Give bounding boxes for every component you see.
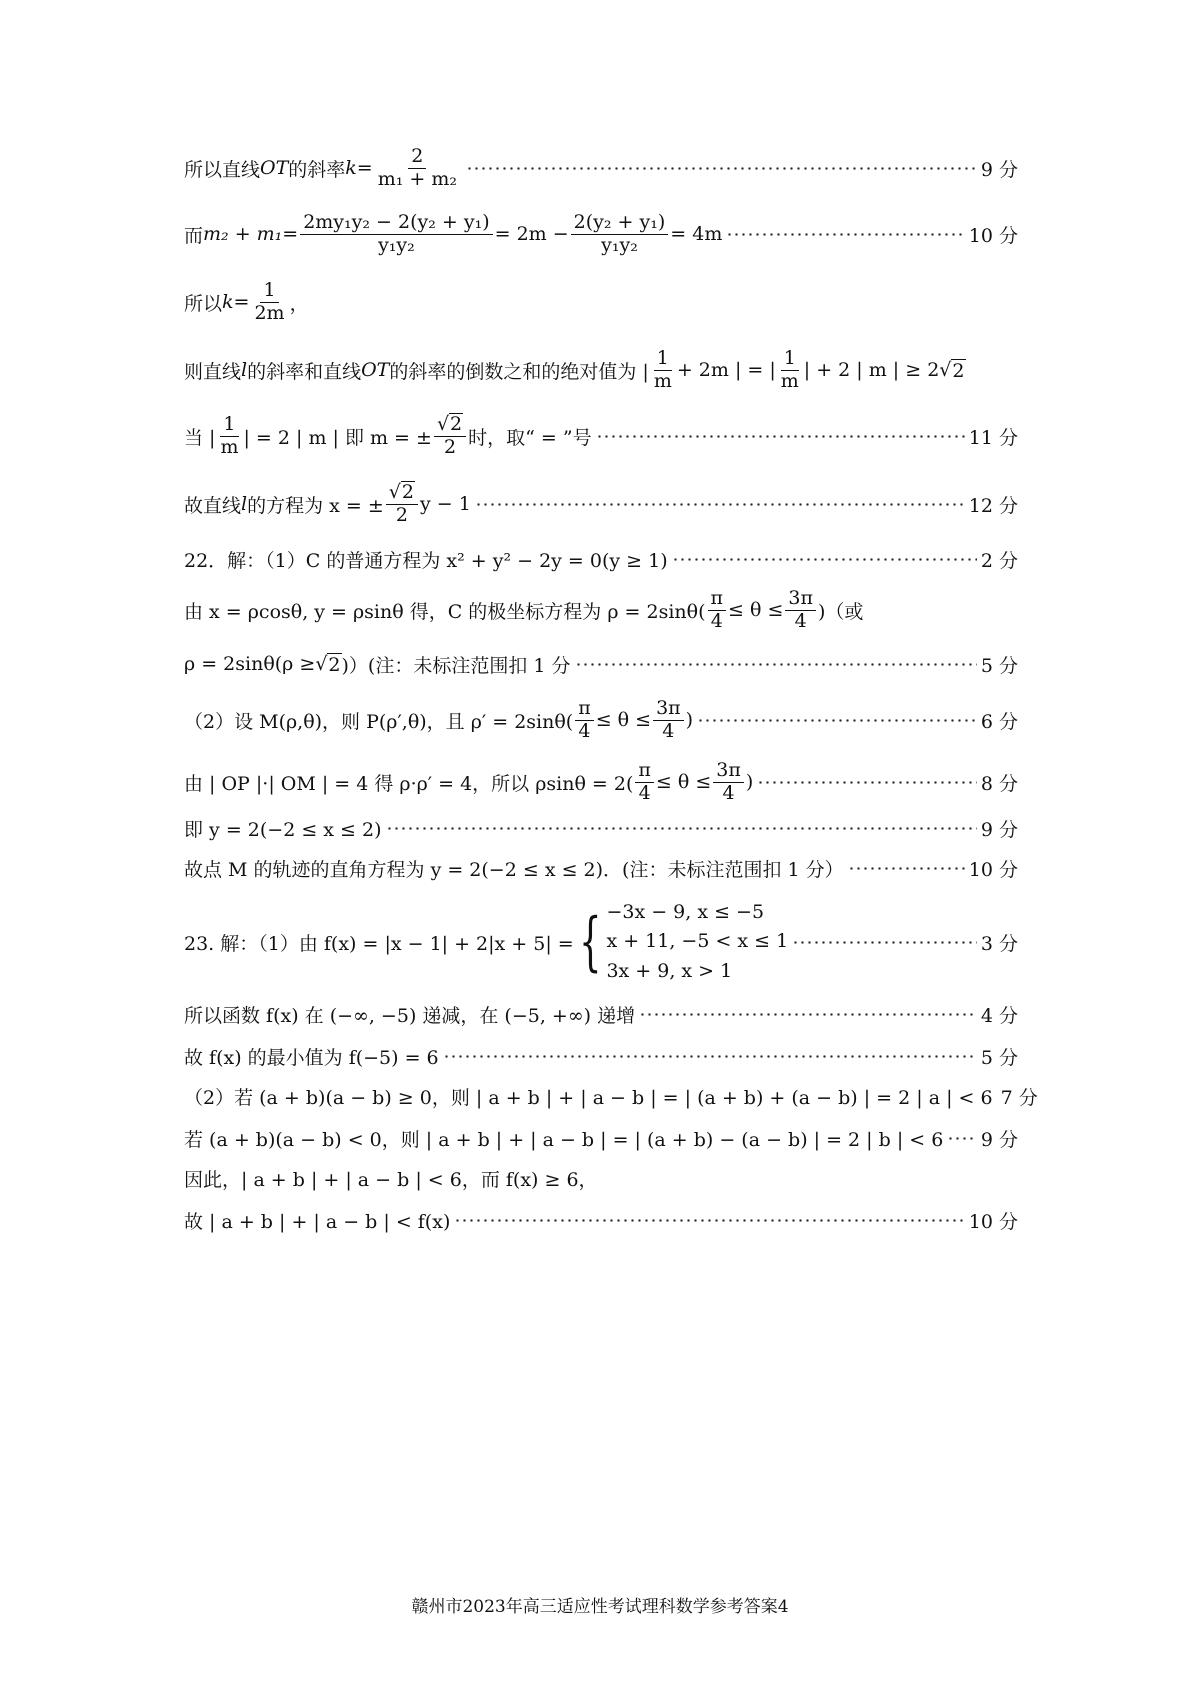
score: 3 分 xyxy=(980,932,1018,955)
line-polar-alt xyxy=(184,644,1018,684)
fraction: $\frac{1}{m}$ xyxy=(653,346,672,392)
line-polar-equation xyxy=(184,582,1018,638)
line-case-negative xyxy=(184,1118,1018,1158)
line-k-value xyxy=(184,274,1018,330)
line-abs-sum xyxy=(184,342,1018,398)
left-brace: { xyxy=(578,905,602,979)
expr: 若 (a + b)(a − b) < 0，则 | a + b | + | a − b | = | (a + b) − (a − b) | = 2 | b | < 6 xyxy=(184,1128,944,1151)
score: 11 分 xyxy=(968,426,1018,449)
expr: 由 x = ρcosθ, y = ρsinθ 得，C 的极坐标方程为 ρ = 2sinθ( $\frac{\pi}{4}$ ≤ θ ≤ $\frac{3\pi}{4}$ )（或 xyxy=(184,586,864,632)
expr: 故 f(x) 的最小值为 f(−5) = 6 xyxy=(184,1046,439,1069)
line-trajectory xyxy=(184,848,1018,888)
fraction: $\frac{3\pi}{4}$ xyxy=(653,698,684,743)
score: 9 分 xyxy=(980,1128,1018,1151)
sqrt: √ 2 xyxy=(939,359,965,382)
score: 10 分 xyxy=(968,1210,1018,1233)
line-equality-case xyxy=(184,406,1018,466)
score: 2 分 xyxy=(980,549,1018,572)
score: 8 分 xyxy=(980,772,1018,795)
score: 5 分 xyxy=(980,654,1018,677)
fraction: $\frac{\pi}{4}$ xyxy=(708,588,727,633)
fraction: $\frac{3\pi}{4}$ xyxy=(713,760,744,805)
leader-dots xyxy=(443,1055,977,1058)
leader-dots xyxy=(672,558,977,561)
line-q22-2 xyxy=(184,692,1018,748)
expr: 故 | a + b | + | a − b | < f(x) xyxy=(184,1210,451,1233)
line-monotonic xyxy=(184,994,1018,1034)
expr: 故点 M 的轨迹的直角方程为 y = 2(−2 ≤ x ≤ 2)．(注：未标注范围扣 1 分） xyxy=(184,858,844,881)
leader-dots xyxy=(848,867,965,870)
leader-dots xyxy=(697,719,977,722)
expr: 所以直线 OT 的斜率 k = $\frac{2}{\text{m₁ + m₂}}$ xyxy=(184,146,462,191)
page-footer: 赣州市2023年高三适应性考试理科数学参考答案4 xyxy=(411,1597,789,1617)
fraction: $\frac{3\pi}{4}$ xyxy=(785,588,816,633)
expr: 23. 解：（1）由 f(x) = |x − 1| + 2|x + 5| = { −3x − 9, x ≤ −5 x + 11, −5 < x ≤ 1 3x + 9, x > 1 xyxy=(184,898,788,986)
expr: （2）设 M(ρ,θ)，则 P(ρ′,θ)，且 ρ′ = 2sinθ( $\frac{\pi}{4}$ ≤ θ ≤ $\frac{3\pi}{4}$ ) xyxy=(184,696,694,742)
fraction: $\frac{\pi}{4}$ xyxy=(575,698,594,743)
leader-dots xyxy=(475,503,965,506)
expr: 因此，| a + b | + | a − b | < 6，而 f(x) ≥ 6， xyxy=(184,1168,598,1191)
leader-dots xyxy=(792,941,977,944)
fraction: $\frac{1}{m}$ xyxy=(220,412,239,458)
fraction: $\frac{1}{2m}$ xyxy=(254,278,285,324)
leader-dots xyxy=(466,167,977,170)
expr: 由 | OP |·| OM | = 4 得 ρ·ρ′ = 4，所以 ρsinθ = 2( $\frac{\pi}{4}$ ≤ θ ≤ $\frac{3\pi}{4}$ ) xyxy=(184,758,754,804)
score: 9 分 xyxy=(980,158,1018,181)
piecewise-cases: −3x − 9, x ≤ −5 x + 11, −5 < x ≤ 1 3x + 9, x > 1 xyxy=(606,900,789,982)
leader-dots xyxy=(386,827,977,830)
leader-dots xyxy=(947,1137,977,1140)
line-conclusion xyxy=(184,1200,1018,1240)
line-m-sum xyxy=(184,206,1018,262)
expr: ρ = 2sinθ(ρ ≥ √ 2 )）(注：未标注范围扣 1 分 xyxy=(184,653,571,677)
line-q22-1 xyxy=(184,539,1018,579)
line-op-om xyxy=(184,754,1018,810)
fraction: $\frac{\pi}{4}$ xyxy=(635,760,654,805)
line-q23-piecewise xyxy=(184,892,1018,992)
expr: 22．解：（1）C 的普通方程为 x² + y² − 2y = 0(y ≥ 1) xyxy=(184,549,668,572)
leader-dots xyxy=(454,1219,964,1222)
expr: 所以函数 f(x) 在 (−∞, −5) 递减，在 (−5, +∞) 递增 xyxy=(184,1004,636,1027)
expr: 所以 k = $\frac{1}{2m}$ ， xyxy=(184,278,309,324)
fraction: $\frac{1}{m}$ xyxy=(780,346,799,392)
score: 5 分 xyxy=(980,1046,1018,1069)
score: 6 分 xyxy=(980,710,1018,733)
fraction: $\frac{\text{2(y₂ + y₁)}}{\text{y₁y₂}}$ xyxy=(571,212,669,257)
leader-dots xyxy=(726,233,964,236)
line-min-value xyxy=(184,1036,1018,1076)
score: 4 分 xyxy=(980,1004,1018,1027)
sqrt: √ 2 xyxy=(436,412,463,436)
fraction: √ 2 2 xyxy=(386,481,418,527)
expr: 而 m₂ + m₁ = $\frac{\text{2my₁y₂ − 2(y₂ + y₁)}}{\text{y₁y₂}}$ = 2m − $\frac{\text{2(y₂ + y₁)}}{\text{y₁y₂}}$ = 4m xyxy=(184,210,723,256)
leader-dots xyxy=(596,435,965,438)
score: 7 分 xyxy=(1000,1086,1038,1109)
fraction: √ 2 2 xyxy=(434,413,466,459)
expr: 故直线 l 的方程为 x = ± √ 2 2 y − 1 xyxy=(184,480,471,526)
expr: 当 | $\frac{1}{m}$ | = 2 | m | 即 m = ± √ 2 2 时，取“ = ”号 xyxy=(184,412,592,458)
line-case-nonnegative xyxy=(184,1076,1038,1116)
leader-dots xyxy=(757,781,977,784)
line-slope-ot xyxy=(184,140,1018,196)
expr: 即 y = 2(−2 ≤ x ≤ 2) xyxy=(184,818,382,841)
score: 10 分 xyxy=(968,224,1018,247)
score: 12 分 xyxy=(968,494,1018,517)
fraction: $\frac{2}{\text{m₁ + m₂}}$ xyxy=(377,144,457,190)
fraction: $\frac{\text{2my₁y₂ − 2(y₂ + y₁)}}{\text{y₁y₂}}$ xyxy=(300,212,492,257)
line-y-equals-2 xyxy=(184,808,1018,848)
line-line-equation xyxy=(184,474,1018,534)
expr: （2）若 (a + b)(a − b) ≥ 0，则 | a + b | + | a − b | = | (a + b) + (a − b) | = 2 | a | < 6 xyxy=(184,1086,993,1109)
score: 9 分 xyxy=(980,818,1018,841)
sqrt: √ 2 xyxy=(315,653,341,676)
line-therefore xyxy=(184,1158,1018,1198)
expr: 则直线 l 的斜率和直线 OT 的斜率的倒数之和的绝对值为 | $\frac{1}{m}$ + 2m | = | $\frac{1}{m}$ | + 2 | m | ≥ 2 √ 2 xyxy=(184,346,965,392)
sqrt: √ 2 xyxy=(388,480,414,504)
score: 10 分 xyxy=(968,858,1018,881)
leader-dots xyxy=(639,1013,977,1016)
leader-dots xyxy=(575,663,977,666)
